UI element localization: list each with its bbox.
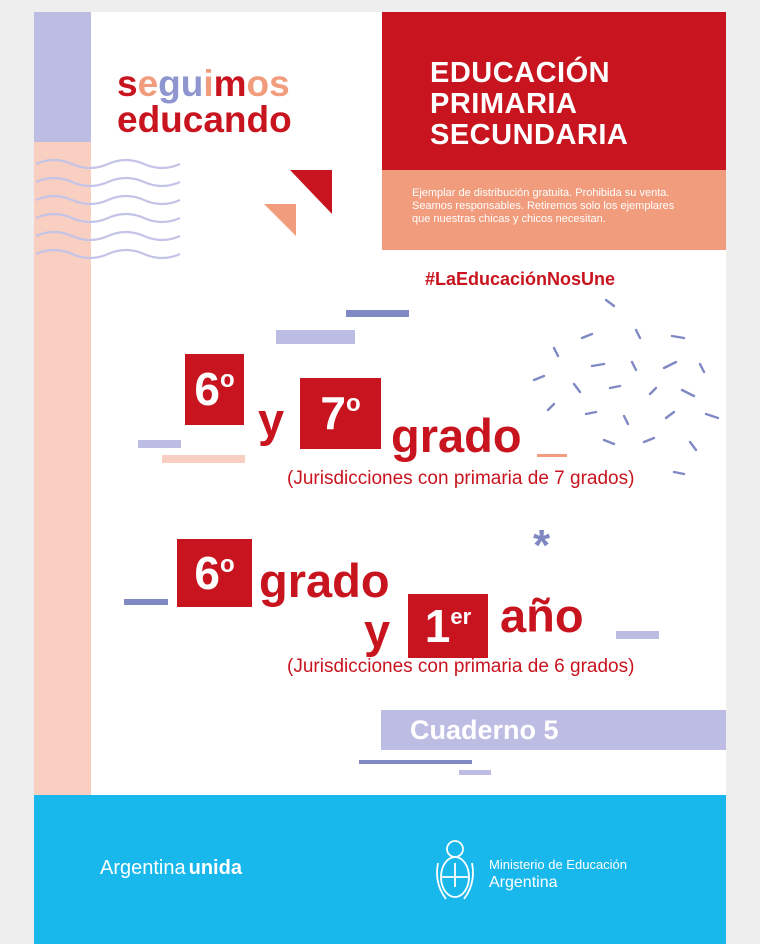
notice-line-3: que nuestras chicas y chicos necesitan. xyxy=(412,213,606,225)
deco-bar xyxy=(359,760,472,764)
brand-bold: unida xyxy=(188,857,242,879)
national-coat-of-arms-icon xyxy=(434,835,476,905)
logo-part-1: s xyxy=(117,63,138,104)
grade-6-number-2: 6 xyxy=(194,547,220,599)
footer xyxy=(34,795,726,944)
logo-part-2: e xyxy=(137,63,159,104)
logo-line-2: educando xyxy=(117,99,292,140)
year-1-number: 1 xyxy=(424,600,451,652)
deco-bar xyxy=(276,330,355,344)
wavy-lines-decoration xyxy=(34,152,194,262)
logo-part-4: i xyxy=(203,63,214,104)
logo-part-6: os xyxy=(246,63,290,104)
grade-6-ordinal-2: o xyxy=(219,551,235,578)
subtitle-7-grades: (Jurisdicciones con primaria de 7 grados) xyxy=(287,468,635,489)
grade-6-number: 6 xyxy=(194,363,220,415)
year-1-ordinal: er xyxy=(450,604,472,629)
connector-y-1: y xyxy=(258,393,285,446)
grade-7-ordinal: o xyxy=(345,390,361,417)
education-level-box xyxy=(382,12,726,170)
header-line-1: EDUCACIÓN xyxy=(430,57,611,89)
argentina-unida-brand xyxy=(100,857,242,880)
logo-part-5: m xyxy=(213,63,247,104)
hashtag: #LaEducaciónNosUne xyxy=(425,269,616,289)
cuaderno-cover xyxy=(34,12,726,944)
subtitle-6-grades: (Jurisdicciones con primaria de 6 grados) xyxy=(287,656,635,677)
deco-bar xyxy=(124,599,168,605)
left-lavender-band xyxy=(34,12,91,142)
year-1-box xyxy=(408,594,488,658)
deco-bar xyxy=(346,310,409,317)
deco-bar xyxy=(616,631,659,639)
grade-6-box-2 xyxy=(177,539,252,607)
notice-line-1: Ejemplar de distribución gratuita. Prohibida su venta. xyxy=(412,187,670,199)
notice-line-2: Seamos responsables. Retiremos solo los ejemplares xyxy=(412,200,675,212)
ministry-line-1: Ministerio de Educación xyxy=(489,857,628,872)
header-line-3: SECUNDARIA xyxy=(430,119,629,151)
distribution-notice xyxy=(382,170,726,250)
seguimos-educando-logo xyxy=(117,63,292,140)
triangles-decoration xyxy=(264,170,336,242)
confetti-decoration xyxy=(524,292,724,487)
deco-bar xyxy=(138,440,181,448)
cuaderno-label: Cuaderno 5 xyxy=(381,710,726,750)
connector-y-2: y xyxy=(364,604,391,657)
grade-7-number: 7 xyxy=(320,387,346,439)
ministry-name xyxy=(489,857,627,892)
header-line-2: PRIMARIA xyxy=(430,88,578,120)
grado-word-1: grado xyxy=(391,409,522,462)
ano-word: año xyxy=(500,589,584,642)
grade-7-box xyxy=(300,378,381,449)
deco-bar xyxy=(537,454,567,457)
logo-part-3: gu xyxy=(158,63,204,104)
asterisk-icon: * xyxy=(533,521,551,570)
deco-bar xyxy=(162,455,245,463)
brand-regular: Argentina xyxy=(100,857,186,879)
ministry-line-2: Argentina xyxy=(489,874,558,891)
deco-bar xyxy=(459,770,491,775)
grado-word-2: grado xyxy=(259,554,390,607)
grade-6-box xyxy=(185,354,244,425)
grade-6-ordinal: o xyxy=(219,366,235,393)
